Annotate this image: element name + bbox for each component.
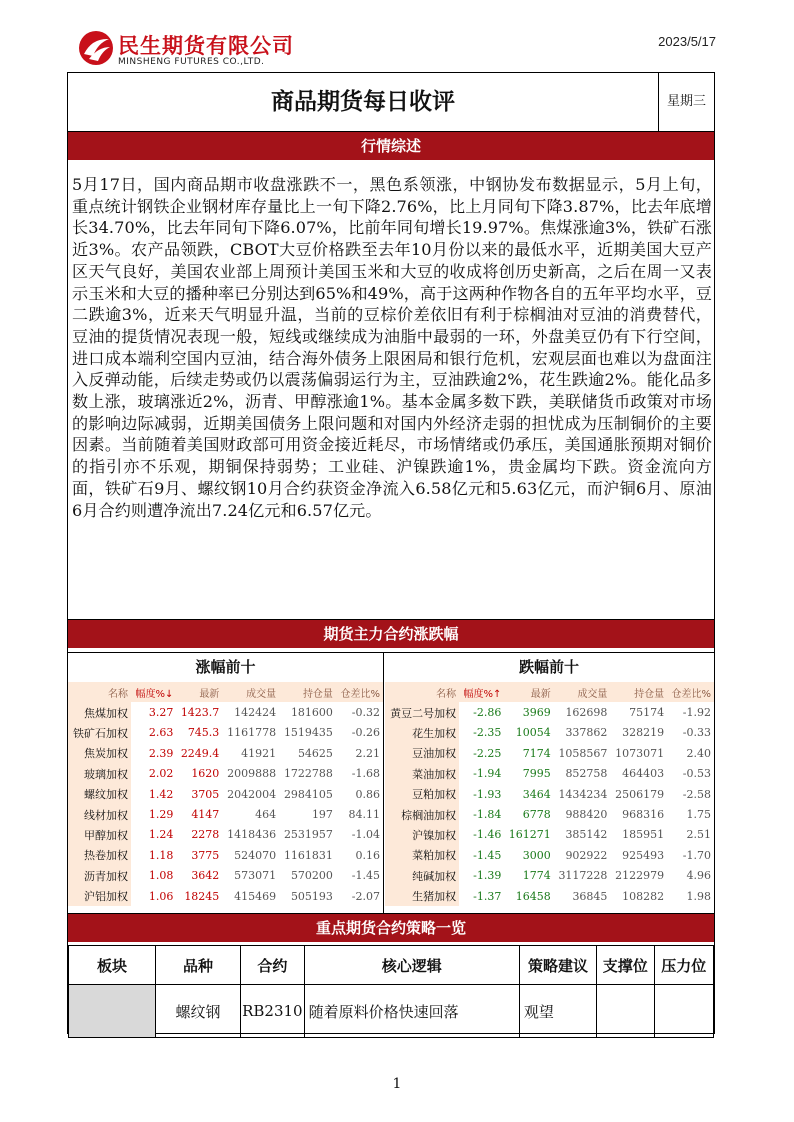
- strategy-heading: 重点期货合约策略一览: [68, 914, 714, 942]
- contract-name: 铁矿石加权: [68, 723, 131, 743]
- column-header: 品种: [156, 946, 241, 985]
- contract-name: 纯碱加权: [385, 866, 459, 886]
- volume: 1058567: [558, 746, 608, 760]
- volume: 2042004: [227, 787, 277, 801]
- report-frame: [67, 72, 715, 1034]
- contract-cell: RB2310: [241, 985, 305, 1038]
- change-pct: 2.39: [148, 746, 174, 760]
- table-row: [68, 845, 383, 865]
- last-price: 7174: [522, 746, 551, 760]
- open-interest: 181600: [290, 706, 333, 720]
- oi-change-pct: -1.68: [351, 767, 380, 781]
- oi-change-pct: 0.16: [355, 848, 380, 862]
- last-price: 3775: [191, 848, 220, 862]
- report-title: 商品期货每日收评: [68, 73, 659, 131]
- page-number: 1: [392, 1076, 402, 1092]
- column-header: 最新: [176, 682, 222, 702]
- table-row: [385, 764, 714, 784]
- last-price: 6778: [522, 808, 551, 822]
- change-pct: 1.08: [148, 869, 174, 883]
- open-interest: 2122979: [615, 869, 665, 883]
- volume: 162698: [565, 706, 608, 720]
- last-price: 4147: [191, 808, 220, 822]
- table-row: [68, 804, 383, 824]
- table-row: [385, 784, 714, 804]
- column-header: 持仓量: [610, 682, 667, 702]
- table-row: [385, 804, 714, 824]
- contract-name: 豆油加权: [385, 743, 459, 763]
- table-row: [385, 743, 714, 763]
- last-price: 3464: [522, 787, 551, 801]
- volume: 41921: [241, 746, 277, 760]
- contract-name: 花生加权: [385, 723, 459, 743]
- contract-name: 棕榈油加权: [385, 804, 459, 824]
- open-interest: 925493: [622, 848, 665, 862]
- volume: 852758: [565, 767, 608, 781]
- column-header: 名称: [68, 682, 131, 702]
- divider: [383, 653, 384, 913]
- last-price: 7995: [522, 767, 551, 781]
- change-pct: -1.39: [473, 869, 502, 883]
- contract-name: 菜油加权: [385, 764, 459, 784]
- oi-change-pct: -1.04: [351, 828, 380, 842]
- advice-cell: 观望: [519, 985, 596, 1038]
- market-summary-text: 5月17日，国内商品期市收盘涨跌不一，黑色系领涨，中钢协发布数据显示，5月上旬，重点统计钢铁企业钢材库存量比上一旬下降2.76%，比上月同旬下降3.87%，比去年底增长34.70%，比去年同旬下降6.07%，比前年同旬增长19.97%。焦煤涨逾3%，铁矿石涨近3%。农产品领跌，CBOT大豆价格跌至去年10月份以来的最低水平，近期美国大豆产区天气良好，美国农业部上周预计美国玉米和大豆的收成将创历史新高，之后在周一又表示玉米和大豆的播种率已分别达到65%和49%，高于这两种作物各自的五年平均水平，豆二跌逾3%，近来天气明显升温，当前的豆棕价差依旧有利于棕榈油对豆油的消费替代，豆油的提货情况表现一般，短线或继续成为油脂中最弱的一环，外盘美豆仍有下行空间，进口成本端利空国内豆油，结合海外债务上限困局和银行危机，宏观层面也难以为盘面注入反弹动能，后续走势或仍以震荡偏弱运行为主，豆油跌逾2%，花生跌逾2%。能化品多数上涨，玻璃涨近2%，沥青、甲醇涨逾1%。基本金属多数下跌，美联储货币政策对市场的影响边际减弱，近期美国债务上限问题和对国内外经济走弱的担忧成为压制铜价的主要因素。当前随着美国财政部可用资金接近耗尽，市场情绪或仍承压，美国通胀预期对铜价的指引亦不乐观，期铜保持弱势；工业硅、沪镍跌逾1%，贵金属均下跌。资金流向方面，铁矿石9月、螺纹钢10月合约获资金净流入6.58亿元和5.63亿元，而沪铜6月、原油6月合约则遭净流出7.24亿元和6.57亿元。: [72, 175, 712, 520]
- column-header-row: [385, 682, 714, 702]
- column-header: 支撑位: [597, 946, 654, 985]
- movers-heading: 期货主力合约涨跌幅: [68, 620, 714, 648]
- contract-name: 沥青加权: [68, 866, 131, 886]
- support-cell: [597, 985, 654, 1038]
- contract-name: 玻璃加权: [68, 764, 131, 784]
- change-pct: 1.29: [148, 808, 174, 822]
- open-interest: 1722788: [283, 767, 333, 781]
- oi-change-pct: 1.75: [686, 808, 711, 822]
- open-interest: 968316: [622, 808, 665, 822]
- contract-name: 甲醇加权: [68, 825, 131, 845]
- column-header: 压力位: [654, 946, 713, 985]
- volume: 1434234: [558, 787, 608, 801]
- volume: 573071: [234, 869, 277, 883]
- column-header: 策略建议: [519, 946, 596, 985]
- company-name-cn: 民生期货有限公司: [118, 34, 294, 58]
- oi-change-pct: -2.07: [351, 889, 380, 903]
- column-header-row: [68, 682, 383, 702]
- table-row: [69, 985, 714, 1038]
- company-logo: [78, 26, 318, 72]
- volume: 337862: [565, 726, 608, 740]
- last-price: 10054: [515, 726, 551, 740]
- change-pct: -1.37: [473, 889, 502, 903]
- oi-change-pct: -0.53: [682, 767, 711, 781]
- volume: 3117228: [558, 869, 608, 883]
- column-header: 持仓量: [279, 682, 336, 702]
- logic-cell: 随着原料价格快速回落: [304, 985, 519, 1038]
- last-price: 161271: [508, 828, 551, 842]
- oi-change-pct: -1.45: [351, 869, 380, 883]
- column-header: 仓差比%: [336, 682, 383, 702]
- gainers-table: [68, 682, 383, 906]
- oi-change-pct: 4.96: [686, 869, 711, 883]
- table-row: [68, 886, 383, 906]
- last-price: 16458: [515, 889, 551, 903]
- change-pct: -2.25: [473, 746, 502, 760]
- open-interest: 505193: [290, 889, 333, 903]
- volume: 464: [255, 808, 277, 822]
- summary-heading: 行情综述: [68, 132, 714, 160]
- last-price: 2249.4: [180, 746, 220, 760]
- column-header: 仓差比%: [667, 682, 714, 702]
- contract-name: 黄豆二号加权: [385, 702, 459, 722]
- volume: 524070: [234, 848, 277, 862]
- table-row: [385, 886, 714, 906]
- open-interest: 197: [311, 808, 333, 822]
- resistance-cell: [654, 985, 713, 1038]
- contract-name: 沪镍加权: [385, 825, 459, 845]
- minsheng-logo-icon: [78, 30, 114, 66]
- last-price: 1423.7: [180, 706, 220, 720]
- contract-name: 螺纹加权: [68, 784, 131, 804]
- last-price: 3969: [522, 706, 551, 720]
- volume: 36845: [572, 889, 608, 903]
- open-interest: 328219: [622, 726, 665, 740]
- last-price: 2278: [191, 828, 220, 842]
- table-row: [68, 702, 383, 722]
- open-interest: 2531957: [283, 828, 333, 842]
- volume: 902922: [565, 848, 608, 862]
- table-row: [68, 723, 383, 743]
- column-header: 幅度%↑: [459, 682, 504, 702]
- open-interest: 2984105: [283, 787, 333, 801]
- oi-change-pct: -0.26: [351, 726, 380, 740]
- change-pct: 3.27: [148, 706, 174, 720]
- volume: 142424: [234, 706, 277, 720]
- losers-title: 跌幅前十: [518, 658, 579, 676]
- open-interest: 1161831: [283, 848, 333, 862]
- last-price: 1620: [191, 767, 220, 781]
- open-interest: 570200: [290, 869, 333, 883]
- change-pct: -1.94: [473, 767, 502, 781]
- report-weekday: 星期三: [666, 94, 706, 109]
- change-pct: -1.84: [473, 808, 502, 822]
- volume: 385142: [565, 828, 608, 842]
- company-name-en: MINSHENG FUTURES CO.,LTD.: [118, 57, 265, 67]
- oi-change-pct: 2.21: [355, 746, 380, 760]
- volume: 988420: [565, 808, 608, 822]
- last-price: 1774: [522, 869, 551, 883]
- oi-change-pct: 2.51: [686, 828, 711, 842]
- open-interest: 75174: [629, 706, 665, 720]
- losers-table: [385, 682, 714, 906]
- column-header: 名称: [385, 682, 459, 702]
- last-price: 3000: [522, 848, 551, 862]
- change-pct: -1.93: [473, 787, 502, 801]
- last-price: 3642: [191, 869, 220, 883]
- last-price: 3705: [191, 787, 220, 801]
- change-pct: 2.02: [148, 767, 174, 781]
- change-pct: 1.18: [148, 848, 174, 862]
- contract-name: 豆粕加权: [385, 784, 459, 804]
- table-row: [385, 845, 714, 865]
- contract-name: 线材加权: [68, 804, 131, 824]
- change-pct: 1.42: [148, 787, 174, 801]
- open-interest: 2506179: [615, 787, 665, 801]
- column-header: 板块: [69, 946, 156, 985]
- open-interest: 185951: [622, 828, 665, 842]
- table-row: [385, 866, 714, 886]
- volume: 1161778: [227, 726, 277, 740]
- change-pct: 1.06: [148, 889, 174, 903]
- change-pct: -1.46: [473, 828, 502, 842]
- oi-change-pct: 84.11: [348, 808, 380, 822]
- strategy-table: [68, 945, 714, 1038]
- volume: 415469: [234, 889, 277, 903]
- open-interest: 108282: [622, 889, 665, 903]
- table-row: [68, 784, 383, 804]
- contract-name: 沪铝加权: [68, 886, 131, 906]
- oi-change-pct: -2.58: [682, 787, 711, 801]
- table-row: [68, 764, 383, 784]
- table-row: [385, 825, 714, 845]
- column-header: 幅度%↓: [131, 682, 176, 702]
- contract-name: 生猪加权: [385, 886, 459, 906]
- oi-change-pct: 0.86: [355, 787, 380, 801]
- strategy-header-row: [69, 946, 714, 985]
- title-row: [68, 73, 714, 132]
- oi-change-pct: 2.40: [686, 746, 711, 760]
- sector-cell: [69, 985, 156, 1038]
- oi-change-pct: -0.33: [682, 726, 711, 740]
- table-row: [68, 743, 383, 763]
- change-pct: 2.63: [148, 726, 174, 740]
- column-header: 最新: [504, 682, 553, 702]
- table-row: [385, 702, 714, 722]
- table-row: [68, 866, 383, 886]
- last-price: 18245: [184, 889, 220, 903]
- open-interest: 1073071: [615, 746, 665, 760]
- change-pct: -1.45: [473, 848, 502, 862]
- open-interest: 464403: [622, 767, 665, 781]
- change-pct: -2.86: [473, 706, 502, 720]
- table-row: [385, 723, 714, 743]
- open-interest: 54625: [297, 746, 333, 760]
- volume: 2009888: [227, 767, 277, 781]
- table-row: [68, 825, 383, 845]
- contract-name: 热卷加权: [68, 845, 131, 865]
- variety-cell: 螺纹钢: [156, 985, 241, 1038]
- contract-name: 焦炭加权: [68, 743, 131, 763]
- oi-change-pct: -1.70: [682, 848, 711, 862]
- contract-name: 菜粕加权: [385, 845, 459, 865]
- oi-change-pct: 1.98: [686, 889, 711, 903]
- change-pct: 1.24: [148, 828, 174, 842]
- report-date: 2023/5/17: [658, 34, 716, 49]
- column-header: 成交量: [554, 682, 611, 702]
- column-header: 成交量: [222, 682, 279, 702]
- column-header: 合约: [241, 946, 305, 985]
- last-price: 745.3: [187, 726, 220, 740]
- oi-change-pct: -1.92: [682, 706, 711, 720]
- volume: 1418436: [227, 828, 277, 842]
- open-interest: 1519435: [283, 726, 333, 740]
- gainers-title: 涨幅前十: [195, 658, 256, 676]
- contract-name: 焦煤加权: [68, 702, 131, 722]
- oi-change-pct: -0.32: [351, 706, 380, 720]
- column-header: 核心逻辑: [304, 946, 519, 985]
- change-pct: -2.35: [473, 726, 502, 740]
